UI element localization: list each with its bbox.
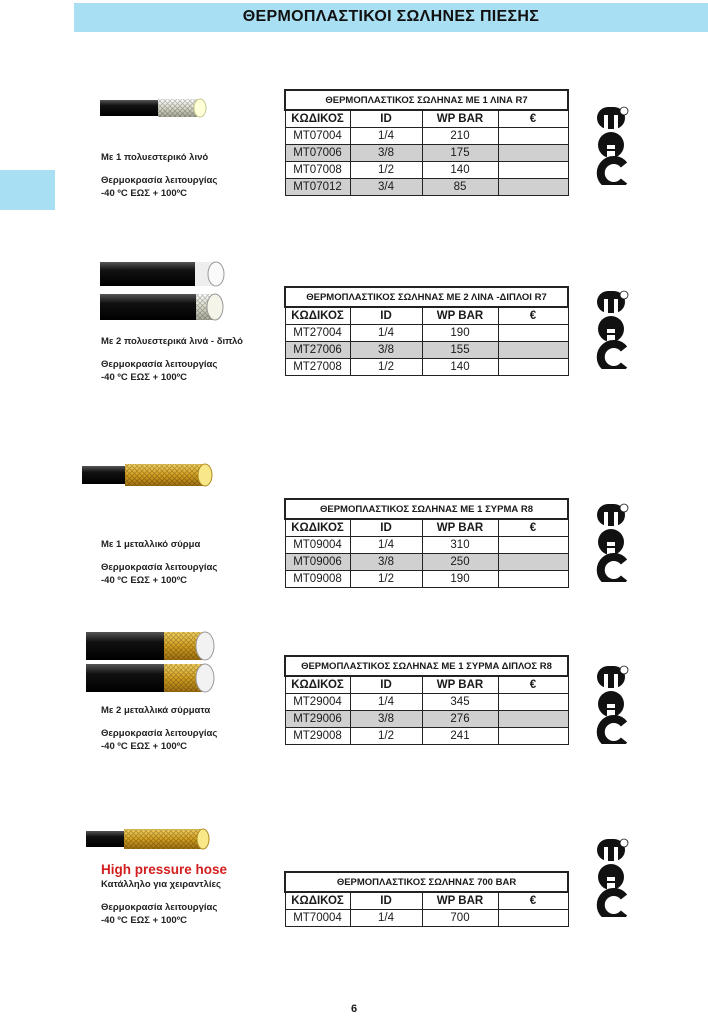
cell-code: MT09004 (285, 537, 350, 554)
cell-code: MT09008 (285, 571, 350, 588)
cell-wp: 85 (422, 179, 498, 196)
column-header: ΚΩΔΙΚΟΣ (285, 676, 350, 694)
column-header: ID (350, 110, 422, 128)
column-header: € (498, 519, 568, 537)
temperature-range: -40 ºC ΕΩΣ + 100ºC (101, 372, 188, 383)
cell-price (498, 571, 568, 588)
mac-logo-graphic (595, 835, 629, 917)
cell-code: MT07004 (285, 128, 350, 145)
column-header: € (498, 892, 568, 910)
table-title: ΘΕΡΜΟΠΛΑΣΤΙΚΟΣ ΣΩΛΗΝΑΣ 700 BAR (285, 872, 568, 892)
table-row (285, 728, 568, 745)
side-tab (0, 170, 55, 210)
column-header: ID (350, 892, 422, 910)
hose-image-2-wire (86, 630, 220, 696)
column-header: € (498, 110, 568, 128)
cell-price (498, 711, 568, 728)
cell-id: 1/4 (350, 325, 422, 342)
column-header: ID (350, 676, 422, 694)
cell-wp: 190 (422, 571, 498, 588)
column-header: WP BAR (422, 892, 498, 910)
table-row (285, 342, 568, 359)
cell-price (498, 145, 568, 162)
column-header: ID (350, 519, 422, 537)
cell-price (498, 728, 568, 745)
page-header (74, 3, 708, 32)
table-title: ΘΕΡΜΟΠΛΑΣΤΙΚΟΣ ΣΩΛΗΝΑΣ ΜΕ 1 ΣΥΡΜΑ ΔΙΠΛΟΣ R8 (285, 656, 568, 676)
temperature-range: -40 ºC ΕΩΣ + 100ºC (101, 575, 188, 586)
mac-logo (595, 500, 629, 587)
cell-id: 3/8 (350, 342, 422, 359)
column-header: WP BAR (422, 676, 498, 694)
page-title: ΘΕΡΜΟΠΛΑΣΤΙΚΟΙ ΣΩΛΗΝΕΣ ΠΙΕΣΗΣ (242, 8, 540, 25)
description-section-1 (101, 151, 217, 200)
description-text: Με 2 πολυεστερικά λινά - διπλό (101, 336, 243, 347)
hose-image-700bar (86, 826, 214, 852)
description-section-5 (101, 862, 227, 927)
table-row (285, 162, 568, 179)
cell-id: 1/2 (350, 359, 422, 376)
cell-id: 1/4 (350, 128, 422, 145)
cell-price (498, 325, 568, 342)
table-title: ΘΕΡΜΟΠΛΑΣΤΙΚΟΣ ΣΩΛΗΝΑΣ ΜΕ 1 ΛΙΝΑ R7 (285, 90, 568, 110)
table-row (285, 571, 568, 588)
hose-image-1-line (100, 96, 210, 120)
description-text: Με 1 μεταλλικό σύρμα (101, 539, 201, 550)
description-section-2 (101, 335, 243, 384)
cell-wp: 210 (422, 128, 498, 145)
table-row (285, 325, 568, 342)
hose-image-1-wire (82, 461, 214, 489)
column-header: ID (350, 307, 422, 325)
table-row (285, 694, 568, 711)
table-row (285, 910, 568, 927)
cell-wp: 140 (422, 162, 498, 179)
cell-id: 3/8 (350, 711, 422, 728)
table-title: ΘΕΡΜΟΠΛΑΣΤΙΚΟΣ ΣΩΛΗΝΑΣ ΜΕ 2 ΛΙΝΑ -ΔΙΠΛΟΙ R7 (285, 287, 568, 307)
column-header: WP BAR (422, 307, 498, 325)
cell-wp: 155 (422, 342, 498, 359)
cell-wp: 250 (422, 554, 498, 571)
cell-price (498, 342, 568, 359)
mac-logo (595, 103, 629, 190)
spec-table-4 (284, 655, 569, 745)
high-pressure-label: High pressure hose (101, 862, 228, 877)
column-header: ΚΩΔΙΚΟΣ (285, 892, 350, 910)
mac-logo-graphic (595, 662, 629, 744)
spec-table-1 (284, 89, 569, 196)
cell-wp: 241 (422, 728, 498, 745)
cell-wp: 190 (422, 325, 498, 342)
cell-code: MT27008 (285, 359, 350, 376)
cell-code: MT70004 (285, 910, 350, 927)
cell-code: MT29006 (285, 711, 350, 728)
temperature-range: -40 ºC ΕΩΣ + 100ºC (101, 741, 188, 752)
cell-code: MT07006 (285, 145, 350, 162)
table-row (285, 179, 568, 196)
cell-id: 3/8 (350, 554, 422, 571)
cell-price (498, 554, 568, 571)
cell-code: MT07008 (285, 162, 350, 179)
cell-price (498, 910, 568, 927)
column-header: ΚΩΔΙΚΟΣ (285, 110, 350, 128)
cell-price (498, 359, 568, 376)
cell-wp: 175 (422, 145, 498, 162)
cell-id: 1/4 (350, 694, 422, 711)
table-row (285, 359, 568, 376)
table-header-row (285, 110, 568, 128)
cell-code: MT29004 (285, 694, 350, 711)
cell-price (498, 179, 568, 196)
temperature-label: Θερμοκρασία λειτουργίας (101, 902, 218, 913)
cell-id: 1/2 (350, 728, 422, 745)
description-section-4 (101, 704, 217, 753)
table-header-row (285, 307, 568, 325)
table-header-row (285, 892, 568, 910)
mac-logo-graphic (595, 287, 629, 369)
cell-code: MT29008 (285, 728, 350, 745)
temperature-range: -40 ºC ΕΩΣ + 100ºC (101, 915, 188, 926)
description-text: Με 1 πολυεστερικό λινό (101, 152, 209, 163)
cell-id: 1/4 (350, 910, 422, 927)
table-row (285, 711, 568, 728)
cell-id: 3/8 (350, 145, 422, 162)
cell-wp: 140 (422, 359, 498, 376)
table-row (285, 128, 568, 145)
cell-price (498, 162, 568, 179)
temperature-range: -40 ºC ΕΩΣ + 100ºC (101, 188, 188, 199)
mac-logo (595, 662, 629, 749)
column-header: ΚΩΔΙΚΟΣ (285, 307, 350, 325)
table-row (285, 554, 568, 571)
cell-code: MT07012 (285, 179, 350, 196)
column-header: € (498, 676, 568, 694)
temperature-label: Θερμοκρασία λειτουργίας (101, 728, 218, 739)
column-header: WP BAR (422, 519, 498, 537)
cell-price (498, 694, 568, 711)
column-header: € (498, 307, 568, 325)
cell-wp: 310 (422, 537, 498, 554)
temperature-label: Θερμοκρασία λειτουργίας (101, 175, 218, 186)
page-number: 6 (350, 1003, 358, 1015)
table-title: ΘΕΡΜΟΠΛΑΣΤΙΚΟΣ ΣΩΛΗΝΑΣ ΜΕ 1 ΣΥΡΜΑ R8 (285, 499, 568, 519)
description-text: Με 2 μεταλλικά σύρματα (101, 705, 211, 716)
temperature-label: Θερμοκρασία λειτουργίας (101, 359, 218, 370)
column-header: ΚΩΔΙΚΟΣ (285, 519, 350, 537)
cell-code: MT09006 (285, 554, 350, 571)
cell-id: 1/2 (350, 571, 422, 588)
cell-wp: 345 (422, 694, 498, 711)
cell-price (498, 537, 568, 554)
table-row (285, 537, 568, 554)
spec-table-2 (284, 286, 569, 376)
cell-price (498, 128, 568, 145)
description-section-3 (101, 538, 217, 587)
cell-id: 3/4 (350, 179, 422, 196)
table-row (285, 145, 568, 162)
hose-image-2-line (100, 258, 230, 324)
cell-id: 1/2 (350, 162, 422, 179)
mac-logo-graphic (595, 103, 629, 185)
cell-wp: 276 (422, 711, 498, 728)
mac-logo-graphic (595, 500, 629, 582)
mac-logo (595, 835, 629, 922)
cell-id: 1/4 (350, 537, 422, 554)
temperature-label: Θερμοκρασία λειτουργίας (101, 562, 218, 573)
cell-code: MT27006 (285, 342, 350, 359)
column-header: WP BAR (422, 110, 498, 128)
spec-table-5 (284, 871, 569, 927)
table-header-row (285, 519, 568, 537)
spec-table-3 (284, 498, 569, 588)
cell-wp: 700 (422, 910, 498, 927)
description-text: Κατάλληλο για χειραντλίες (101, 879, 221, 890)
table-header-row (285, 676, 568, 694)
mac-logo (595, 287, 629, 374)
cell-code: MT27004 (285, 325, 350, 342)
